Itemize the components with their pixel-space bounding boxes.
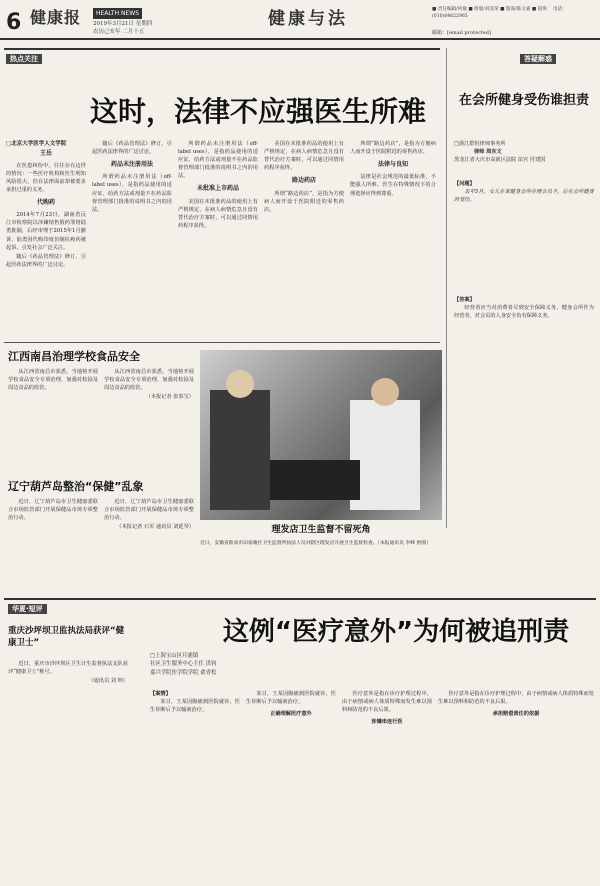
dateline: 2019年3月21日 星期四 bbox=[93, 21, 153, 27]
photo-figures bbox=[200, 350, 442, 520]
divider bbox=[4, 342, 440, 343]
column-5 bbox=[350, 140, 436, 340]
paragraph: 所谓“路边药店”，是指为方便病人而开设于医院附近的零售药店。 bbox=[264, 190, 344, 213]
paragraph: 从江西省南昌市获悉，当地将开展学校食品安全专项治理，加强对校园及周边食品的监管。 bbox=[104, 369, 194, 392]
case-label: 【案情】 bbox=[150, 691, 171, 697]
author: □上海宝山区月浦镇 bbox=[150, 653, 199, 659]
paragraph: 某日，王某因腹痛到医院就诊，医生诊断后予以输液治疗。 bbox=[150, 699, 240, 714]
kicker-label: 华夏·短评 bbox=[8, 604, 47, 614]
headline-qa: 在会所健身受伤谁担责 bbox=[458, 93, 589, 108]
page-number: 6 bbox=[6, 10, 22, 35]
editor-info: ■ 责任编辑/何敏 ■ 组版/刘美荣 ■ 版面/陈文嘉 ■ 值班： 电话：(010)64622965 bbox=[432, 7, 567, 20]
column-4 bbox=[264, 140, 344, 340]
paragraph: 随后《药品管理法》修订，引起医药法律界的广泛讨论。 bbox=[92, 141, 172, 156]
paragraph: 医疗意外是指在诊疗护理过程中，由于病情或病人体质特殊而发生难以预料和防范的不良后果。 bbox=[342, 691, 432, 714]
source: （本报记者 石军 通讯员 刘延琴） bbox=[116, 524, 194, 531]
author2: 社区卫生服务中心主任 洪钧 bbox=[150, 661, 217, 668]
subhead: 药品未注册用法 bbox=[110, 161, 153, 169]
big-col-3 bbox=[342, 690, 432, 880]
jiangxi-col-1 bbox=[8, 368, 98, 458]
subhead: 法律与良知 bbox=[377, 161, 408, 169]
subhead: 代购药 bbox=[36, 199, 55, 207]
subhead: 路边药店 bbox=[291, 177, 316, 185]
paragraph: 近日，辽宁葫芦岛市卫生健康委联合市场监管部门开展保健品市场专项整治行动。 bbox=[104, 499, 194, 522]
source: （本报记者 张春宝） bbox=[145, 394, 194, 401]
subhead: 未批准上市药品 bbox=[196, 185, 239, 193]
paragraph: 近日，辽宁葫芦岛市卫生健康委联合市场监管部门开展保健品市场专项整治行动。 bbox=[8, 499, 98, 522]
brand-logo: 健康报 bbox=[30, 8, 82, 27]
answer: 经营者应当对消费者尽到安全保障义务。健身会所作为经营者，对会员的人身安全负有保障义务。 bbox=[454, 305, 594, 320]
column-rule bbox=[446, 48, 447, 528]
kicker-label: 答疑解惑 bbox=[520, 54, 556, 64]
liaoning-col-2 bbox=[104, 498, 194, 588]
paragraph: 法律是社会规范的最低标准，不能强人所难。医生在特殊情况下的合理选择应得到尊重。 bbox=[350, 174, 436, 197]
contact-email: 邮箱：[email protected] bbox=[432, 30, 491, 36]
author: 律师 周东文 bbox=[474, 149, 502, 156]
author-unit: □浙江群恒律师事务所 bbox=[454, 141, 506, 147]
brand-en: HEALTH NEWS bbox=[93, 8, 142, 19]
answer-block bbox=[454, 296, 594, 526]
subhead: 涉嫌串连行医 bbox=[371, 719, 403, 726]
subhead: 正确理解医疗意外 bbox=[270, 711, 312, 718]
kicker-huabei bbox=[8, 604, 47, 615]
qa-authors bbox=[454, 140, 594, 164]
column-2 bbox=[92, 140, 172, 340]
author2: 黑龙江省大庆市高新区法院 法官 付建国 bbox=[454, 157, 546, 164]
answer-label: 【答案】 bbox=[454, 297, 475, 303]
huabei-body bbox=[8, 660, 128, 880]
headline-jiangxi: 江西南昌治理学校食品安全 bbox=[8, 350, 140, 363]
kicker-hot bbox=[6, 54, 42, 65]
headline-liaoning: 辽宁葫芦岛整治“保健”乱象 bbox=[8, 480, 144, 493]
paragraph: 近日，重庆市沙坪坝区卫生计生监督执法支队获评“健康卫士”称号。 bbox=[8, 661, 128, 676]
kicker-label: 热点关注 bbox=[6, 54, 42, 64]
column-3 bbox=[178, 140, 258, 340]
column-1 bbox=[6, 140, 86, 340]
photo-credit: 近日，安徽省淮南市田家庵区卫生监督所执法人员对辖区理发店开展卫生监督检查。（本报通讯员 李峰 供图） bbox=[200, 541, 431, 546]
lunar-date: 农历己亥年 二月十五 bbox=[93, 29, 145, 35]
divider bbox=[4, 48, 440, 50]
paragraph: 随后《药品管理法》修订，引起医药法律界的广泛讨论。 bbox=[6, 253, 86, 268]
paragraph: 在医患纠纷中，往往存在这样的情况：一些医疗机构和医生明知风险很大，但在法律面前却被要求承担过重的义务。 bbox=[6, 162, 86, 193]
paragraph: 所谓药品未注册用法（off-label uses），是指药品使用的适应证、给药方法或剂量不在药品监督管理部门批准的说明书之内的用法。 bbox=[92, 174, 172, 213]
author3: 嘉兴学院医学院学院 俞青松 bbox=[150, 669, 217, 676]
jiangxi-col-2 bbox=[104, 368, 194, 458]
big-col-2 bbox=[246, 690, 336, 880]
headline-hot: 这时，法律不应强医生所难 bbox=[89, 95, 426, 128]
paragraph: 医疗意外是指在诊疗护理过程中，由于病情或病人体质特殊而发生难以预料和防范的不良后果。 bbox=[438, 691, 594, 706]
question-block bbox=[454, 180, 594, 270]
paragraph: 2014年7月23日，湖南省沅江市检察院以涉嫌销售假药罪将陆勇批捕，后经审理于2015年1月撤诉。陆勇因代购印度仿制抗癌药被起诉，引发社会广泛关注。 bbox=[6, 212, 86, 251]
question: 去年5月，女儿在某健身会所办理会员卡，后在会所健身时受伤。 bbox=[454, 189, 594, 204]
divider bbox=[4, 598, 596, 600]
kicker-qa bbox=[520, 54, 556, 65]
subhead: 承担赔偿责任的依据 bbox=[492, 711, 540, 718]
paragraph: 所谓“路边药店”，是指为方便病人而开设于医院附近的零售药店。 bbox=[350, 141, 436, 156]
headline-big: 这例“医疗意外”为何被追刑责 bbox=[222, 617, 570, 647]
section-title: 健康与法 bbox=[268, 9, 348, 29]
author-unit: □北京大学医学人文学院 bbox=[6, 141, 67, 147]
photo-caption: 理发店卫生监督不留死角 bbox=[271, 525, 371, 535]
question-label: 【问题】 bbox=[454, 181, 475, 187]
paragraph: 美国在未批准药品的使用上有严格规定，在病人病情危急且没有替代治疗方案时，可以通过同情用药程序获得。 bbox=[178, 198, 258, 229]
big-col-1 bbox=[150, 690, 240, 880]
news-photo bbox=[200, 350, 442, 520]
headline-huabei: 重庆沙坪坝卫监执法局获评“健康卫士” bbox=[8, 626, 125, 648]
source: （通讯员 刘 坤） bbox=[88, 678, 128, 685]
paragraph: 某日，王某因腹痛到医院就诊，医生诊断后予以输液治疗。 bbox=[246, 691, 336, 706]
paragraph: 从江西省南昌市获悉，当地将开展学校食品安全专项治理，加强对校园及周边食品的监管。 bbox=[8, 369, 98, 392]
paragraph: 美国在未批准药品的使用上有严格规定，在病人病情危急且没有替代治疗方案时，可以通过同情用药程序获得。 bbox=[264, 141, 344, 172]
author: 王岳 bbox=[39, 149, 52, 157]
big-authors bbox=[150, 652, 270, 677]
paragraph: 所谓药品未注册用法（off-label uses），是指药品使用的适应证、给药方法或剂量不在药品监督管理部门批准的说明书之内的用法。 bbox=[178, 141, 258, 180]
liaoning-col-1 bbox=[8, 498, 98, 588]
big-col-4 bbox=[438, 690, 594, 880]
